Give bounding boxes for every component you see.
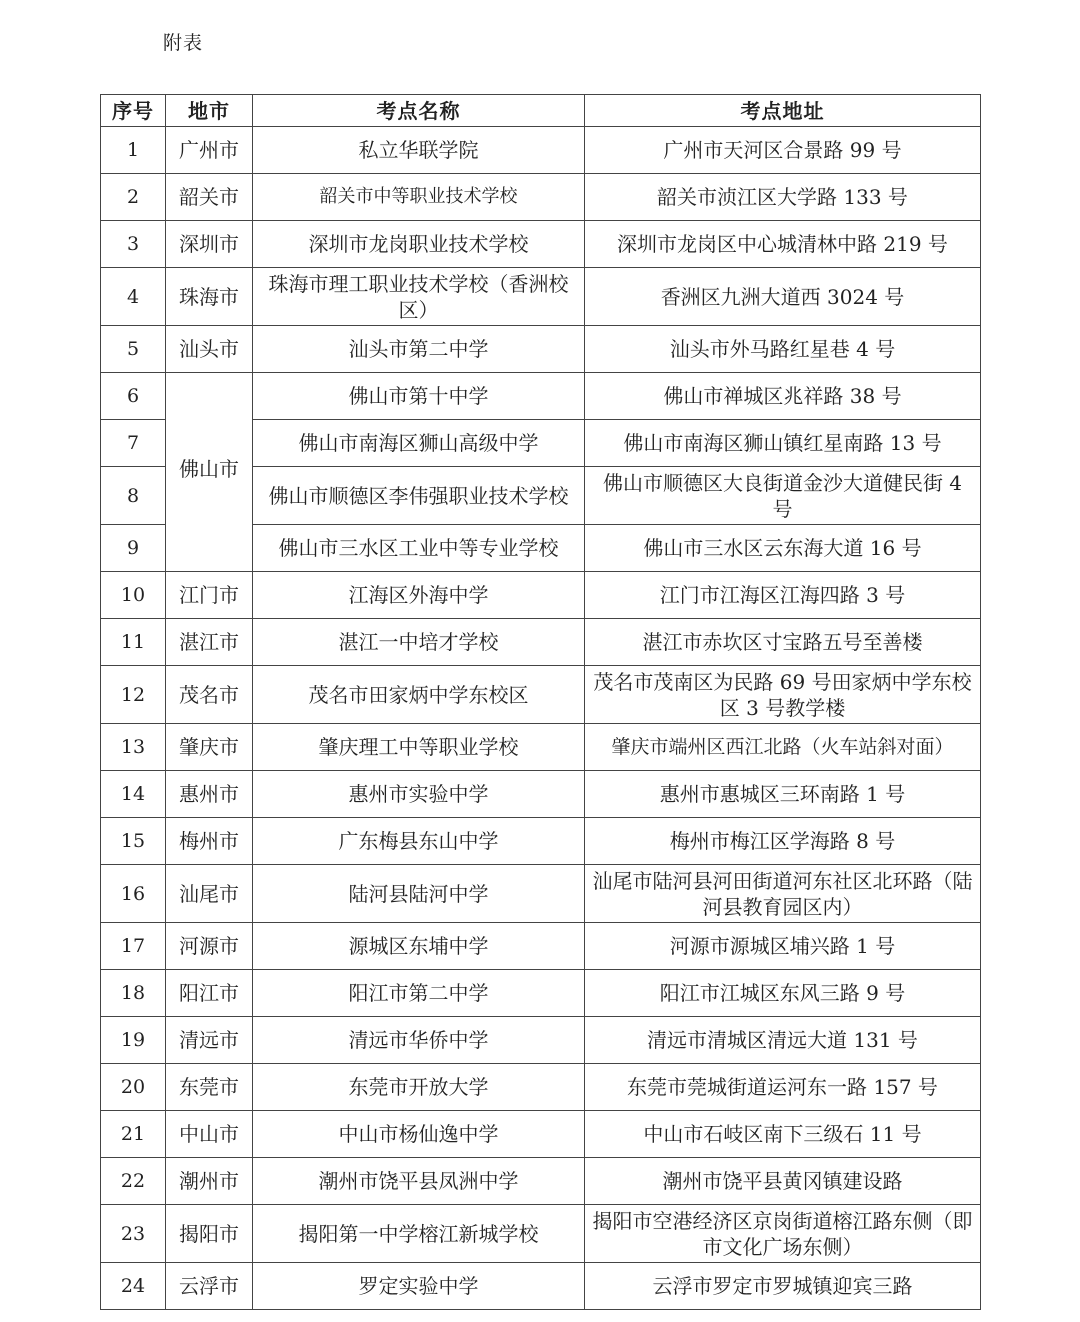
table-row — [101, 1263, 981, 1310]
row-number: 3 — [101, 221, 166, 268]
row-site-address: 惠州市惠城区三环南路 1 号 — [585, 771, 981, 818]
row-city: 河源市 — [166, 923, 253, 970]
table-row — [101, 1111, 981, 1158]
header-city: 地市 — [166, 95, 253, 127]
row-number: 7 — [101, 420, 166, 467]
row-site-name: 肇庆理工中等职业学校 — [253, 724, 585, 771]
row-site-name: 私立华联学院 — [253, 127, 585, 174]
row-site-name: 佛山市三水区工业中等专业学校 — [253, 525, 585, 572]
table-row — [101, 268, 981, 326]
row-city: 湛江市 — [166, 619, 253, 666]
row-city: 江门市 — [166, 572, 253, 619]
row-number: 18 — [101, 970, 166, 1017]
header-no: 序号 — [101, 95, 166, 127]
table-row — [101, 818, 981, 865]
header-site-name: 考点名称 — [253, 95, 585, 127]
row-city: 韶关市 — [166, 174, 253, 221]
row-site-address: 江门市江海区江海四路 3 号 — [585, 572, 981, 619]
row-site-address: 湛江市赤坎区寸宝路五号至善楼 — [585, 619, 981, 666]
row-site-address: 佛山市顺德区大良街道金沙大道健民街 4 号 — [585, 467, 981, 525]
row-number: 24 — [101, 1263, 166, 1310]
row-number: 20 — [101, 1064, 166, 1111]
row-site-name: 清远市华侨中学 — [253, 1017, 585, 1064]
row-site-address: 韶关市浈江区大学路 133 号 — [585, 174, 981, 221]
row-site-address: 梅州市梅江区学海路 8 号 — [585, 818, 981, 865]
row-site-name: 深圳市龙岗职业技术学校 — [253, 221, 585, 268]
table-row — [101, 127, 981, 174]
row-site-name: 惠州市实验中学 — [253, 771, 585, 818]
row-number: 10 — [101, 572, 166, 619]
row-number: 22 — [101, 1158, 166, 1205]
row-number: 4 — [101, 268, 166, 326]
table-row — [101, 666, 981, 724]
row-site-name: 汕头市第二中学 — [253, 326, 585, 373]
exam-sites-table — [100, 94, 981, 1310]
row-number: 5 — [101, 326, 166, 373]
row-site-name: 陆河县陆河中学 — [253, 865, 585, 923]
row-number: 1 — [101, 127, 166, 174]
row-site-name: 罗定实验中学 — [253, 1263, 585, 1310]
row-city: 潮州市 — [166, 1158, 253, 1205]
table-row — [101, 174, 981, 221]
table-row — [101, 572, 981, 619]
row-city: 广州市 — [166, 127, 253, 174]
table-row — [101, 221, 981, 268]
row-site-name: 佛山市南海区狮山高级中学 — [253, 420, 585, 467]
row-number: 2 — [101, 174, 166, 221]
row-number: 19 — [101, 1017, 166, 1064]
row-city: 东莞市 — [166, 1064, 253, 1111]
table-row — [101, 619, 981, 666]
row-site-address: 肇庆市端州区西江北路（火车站斜对面） — [585, 724, 981, 771]
row-site-address: 中山市石岐区南下三级石 11 号 — [585, 1111, 981, 1158]
row-city: 揭阳市 — [166, 1205, 253, 1263]
row-site-address: 河源市源城区埔兴路 1 号 — [585, 923, 981, 970]
row-number: 6 — [101, 373, 166, 420]
row-site-name: 潮州市饶平县凤洲中学 — [253, 1158, 585, 1205]
table-row — [101, 1205, 981, 1263]
row-city: 阳江市 — [166, 970, 253, 1017]
row-site-name: 阳江市第二中学 — [253, 970, 585, 1017]
row-number: 23 — [101, 1205, 166, 1263]
row-site-address: 潮州市饶平县黄冈镇建设路 — [585, 1158, 981, 1205]
row-city: 肇庆市 — [166, 724, 253, 771]
row-site-address: 东莞市莞城街道运河东一路 157 号 — [585, 1064, 981, 1111]
row-site-address: 深圳市龙岗区中心城清林中路 219 号 — [585, 221, 981, 268]
row-site-address: 广州市天河区合景路 99 号 — [585, 127, 981, 174]
row-site-name: 佛山市第十中学 — [253, 373, 585, 420]
row-number: 9 — [101, 525, 166, 572]
table-row — [101, 1017, 981, 1064]
row-site-name: 中山市杨仙逸中学 — [253, 1111, 585, 1158]
row-city: 汕头市 — [166, 326, 253, 373]
table-row — [101, 1064, 981, 1111]
table-row — [101, 326, 981, 373]
row-site-name: 茂名市田家炳中学东校区 — [253, 666, 585, 724]
appendix-caption: 附表 — [163, 32, 204, 54]
row-city: 云浮市 — [166, 1263, 253, 1310]
row-city: 珠海市 — [166, 268, 253, 326]
row-city: 茂名市 — [166, 666, 253, 724]
row-city: 深圳市 — [166, 221, 253, 268]
row-site-address: 清远市清城区清远大道 131 号 — [585, 1017, 981, 1064]
table-header-row — [101, 95, 981, 127]
row-number: 13 — [101, 724, 166, 771]
table-row — [101, 970, 981, 1017]
row-city: 惠州市 — [166, 771, 253, 818]
row-site-address: 佛山市三水区云东海大道 16 号 — [585, 525, 981, 572]
row-number: 16 — [101, 865, 166, 923]
row-city: 梅州市 — [166, 818, 253, 865]
row-site-name: 揭阳第一中学榕江新城学校 — [253, 1205, 585, 1263]
row-site-address: 阳江市江城区东风三路 9 号 — [585, 970, 981, 1017]
row-number: 15 — [101, 818, 166, 865]
row-site-address: 云浮市罗定市罗城镇迎宾三路 — [585, 1263, 981, 1310]
row-number: 8 — [101, 467, 166, 525]
row-site-address: 香洲区九洲大道西 3024 号 — [585, 268, 981, 326]
row-site-address: 汕尾市陆河县河田街道河东社区北环路（陆河县教育园区内） — [585, 865, 981, 923]
row-site-address: 茂名市茂南区为民路 69 号田家炳中学东校区 3 号教学楼 — [585, 666, 981, 724]
table-row — [101, 724, 981, 771]
row-site-address: 佛山市禅城区兆祥路 38 号 — [585, 373, 981, 420]
row-site-name: 佛山市顺德区李伟强职业技术学校 — [253, 467, 585, 525]
header-site-address: 考点地址 — [585, 95, 981, 127]
row-site-address: 汕头市外马路红星巷 4 号 — [585, 326, 981, 373]
row-site-name: 珠海市理工职业技术学校（香洲校区） — [253, 268, 585, 326]
row-number: 21 — [101, 1111, 166, 1158]
row-site-name: 韶关市中等职业技术学校 — [253, 174, 585, 221]
row-site-name: 源城区东埔中学 — [253, 923, 585, 970]
row-site-name: 江海区外海中学 — [253, 572, 585, 619]
table-row — [101, 865, 981, 923]
row-site-name: 湛江一中培才学校 — [253, 619, 585, 666]
row-city: 中山市 — [166, 1111, 253, 1158]
table-row — [101, 771, 981, 818]
row-site-address: 揭阳市空港经济区京岗街道榕江路东侧（即市文化广场东侧） — [585, 1205, 981, 1263]
row-site-address: 佛山市南海区狮山镇红星南路 13 号 — [585, 420, 981, 467]
table-row — [101, 923, 981, 970]
row-site-name: 广东梅县东山中学 — [253, 818, 585, 865]
row-number: 12 — [101, 666, 166, 724]
table-row — [101, 1158, 981, 1205]
row-number: 14 — [101, 771, 166, 818]
row-city-merged: 佛山市 — [166, 373, 253, 572]
row-number: 11 — [101, 619, 166, 666]
table-row — [101, 373, 981, 420]
row-city: 汕尾市 — [166, 865, 253, 923]
row-site-name: 东莞市开放大学 — [253, 1064, 585, 1111]
row-number: 17 — [101, 923, 166, 970]
row-city: 清远市 — [166, 1017, 253, 1064]
